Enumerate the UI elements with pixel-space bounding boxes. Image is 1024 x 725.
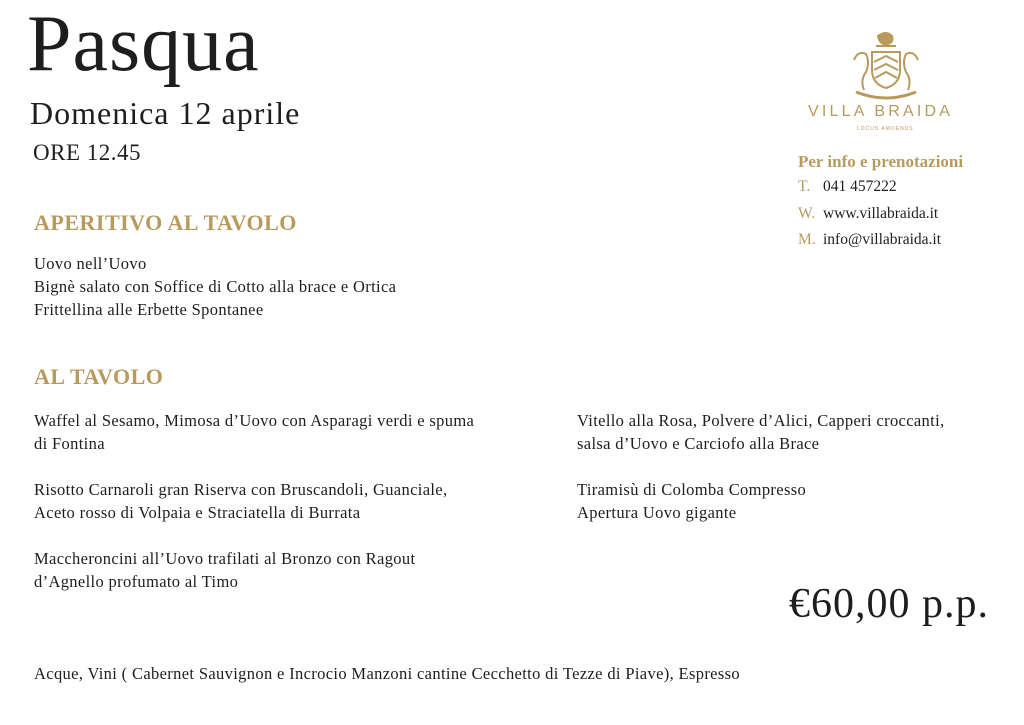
phone-value[interactable]: 041 457222: [823, 178, 897, 195]
menu-item-line: Maccheroncini all’Uovo trafilati al Bronzo con Ragout: [34, 549, 416, 568]
al-tavolo-right-column: [577, 409, 945, 547]
menu-item-line: Aceto rosso di Volpaia e Straciatella di Burrata: [34, 503, 361, 522]
web-link[interactable]: www.villabraida.it: [823, 205, 939, 222]
mail-link[interactable]: info@villabraida.it: [823, 231, 942, 248]
menu-item-line: Waffel al Sesamo, Mimosa d’Uovo con Asparagi verdi e spuma: [34, 411, 475, 430]
brand-name: VILLA BRAIDA: [808, 103, 954, 120]
menu-item-line: Risotto Carnaroli gran Riserva con Bruscandoli, Guanciale,: [34, 480, 448, 499]
menu-item: [34, 409, 474, 455]
menu-item: [34, 547, 474, 593]
menu-item-line: salsa d’Uovo e Carciofo alla Brace: [577, 434, 820, 453]
aperitivo-list: [34, 252, 396, 321]
contact-phone: [798, 178, 897, 196]
menu-item: Frittellina alle Erbette Spontanee: [34, 300, 264, 319]
contact-heading: Per info e prenotazioni: [798, 152, 964, 171]
al-tavolo-left-column: [34, 409, 474, 616]
menu-item-line: d’Agnello profumato al Timo: [34, 572, 239, 591]
contact-web: [798, 205, 938, 223]
menu-item-line: Apertura Uovo gigante: [577, 503, 737, 522]
menu-item: Bignè salato con Soffice di Cotto alla brace e Ortica: [34, 277, 397, 296]
aperitivo-heading: APERITIVO AL TAVOLO: [34, 210, 297, 235]
menu-item-line: di Fontina: [34, 434, 105, 453]
menu-item: [577, 478, 945, 524]
al-tavolo-heading: AL TAVOLO: [34, 364, 164, 389]
menu-item: [34, 478, 474, 524]
villa-braida-crest-logo: [848, 30, 924, 104]
brand-motto: LOCUS AMOENUS: [857, 126, 914, 132]
drinks-footer: Acque, Vini ( Cabernet Sauvignon e Incrocio Manzoni cantine Cecchetto di Tezze di Piave), Espresso: [34, 664, 740, 683]
menu-item: Uovo nell’Uovo: [34, 254, 147, 273]
menu-item-line: Tiramisù di Colomba Compresso: [577, 480, 807, 499]
contact-mail: [798, 231, 941, 249]
menu-item-line: Vitello alla Rosa, Polvere d’Alici, Capperi croccanti,: [577, 411, 945, 430]
mail-label: M.: [798, 231, 816, 248]
event-date: Domenica 12 aprile: [30, 95, 301, 131]
web-label: W.: [798, 205, 816, 222]
phone-label: T.: [798, 178, 811, 195]
menu-item: [577, 409, 945, 455]
price: €60,00 p.p.: [789, 581, 989, 627]
page-title: Pasqua: [27, 0, 260, 88]
event-time: ORE 12.45: [33, 140, 141, 165]
